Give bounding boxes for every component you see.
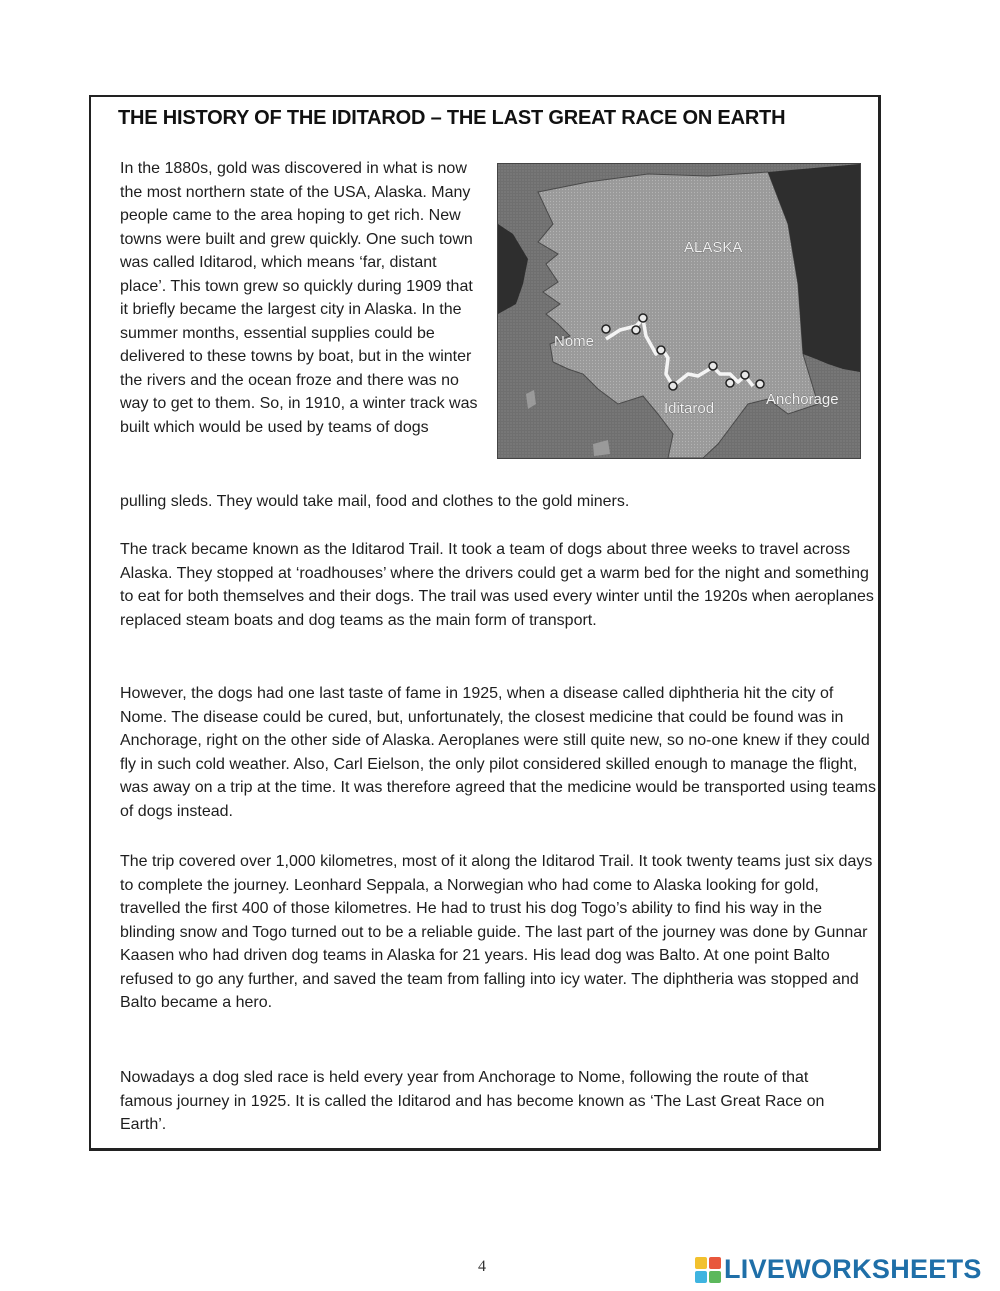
page-title: THE HISTORY OF THE IDITAROD – THE LAST GREAT RACE ON EARTH [118,107,786,129]
checkpoint-marker [726,379,734,387]
map-label-iditarod: Iditarod [664,400,715,417]
checkpoint-marker [632,326,640,334]
liveworksheets-logo[interactable] [695,1254,982,1285]
map-label-nome: Nome [554,333,595,350]
paragraph-diphtheria: However, the dogs had one last taste of fame in 1925, when a disease called diphtheria hit the city of Nome. The disease could be cured, but, unfortunately, the closest medicine that could be found was in Anchorage, right on the other side of Alaska. Aeroplanes were still quite new, so no-one knew if they could fly in such cold weather. Also, Carl Eielson, the only pilot considered skilled enough to manage the flight, was away on a trip at the time. It was therefore agreed that the medicine would be transported using teams of dogs instead. [120,685,876,820]
checkpoint-marker [657,346,665,354]
page-number: 4 [478,1258,486,1275]
checkpoint-marker [639,314,647,322]
brand-name: LIVEWORKSHEETS [724,1254,982,1284]
map-label-anchorage: Anchorage [766,391,839,408]
paragraph-journey: The trip covered over 1,000 kilometres, most of it along the Iditarod Trail. It took twenty teams just six days to complete the journey. Leonhard Seppala, a Norwegian who had come to Alaska looking for gold, travelled the first 400 of those kilometres. He had to trust his dog Togo’s ability to find his way in the blinding snow and Togo turned out to be a reliable guide. The last part of the journey was done by Gunnar Kaasen who had driven dog teams in Alaska for 21 years. His lead dog was Balto. At one point Balto refused to go any further, and saved the team from falling into icy water. The diphtheria was stopped and Balto became a hero. [120,853,873,1011]
checkpoint-marker [669,382,677,390]
paragraph-trail: The track became known as the Iditarod Trail. It took a team of dogs about three weeks to travel across Alaska. They stopped at ‘roadhouses’ where the drivers could get a warm bed for the night and something to eat for both themselves and their dogs. The trail was used every winter until the 1920s when aeroplanes replaced steam boats and dog teams as the main form of transport. [120,541,874,629]
checkpoint-marker [756,380,764,388]
checkpoint-marker [709,362,717,370]
liveworksheets-icon [695,1257,721,1283]
checkpoint-marker [602,325,610,333]
paragraph-intro-end: pulling sleds. They would take mail, food and clothes to the gold miners. [120,493,630,510]
paragraph-intro: In the 1880s, gold was discovered in what is now the most northern state of the USA, Alaska. Many people came to the area hoping to get rich. New towns were built and grew quickly. One such town was called Iditarod, which means ‘far, distant place’. This town grew so quickly during 1909 that it briefly became the largest city in Alaska. In the summer months, essential supplies could be delivered to these towns by boat, but in the winter the rivers and the ocean froze and there was no way to get to them. So, in 1910, a winter track was built which would be used by teams of dogs [120,160,478,436]
alaska-map [497,163,861,459]
checkpoint-marker [741,371,749,379]
map-label-alaska: ALASKA [684,239,743,256]
paragraph-race-today: Nowadays a dog sled race is held every year from Anchorage to Nome, following the route of that famous journey in 1925. It is called the Iditarod and has become known as ‘The Last Great Race on Earth’. [120,1069,825,1133]
